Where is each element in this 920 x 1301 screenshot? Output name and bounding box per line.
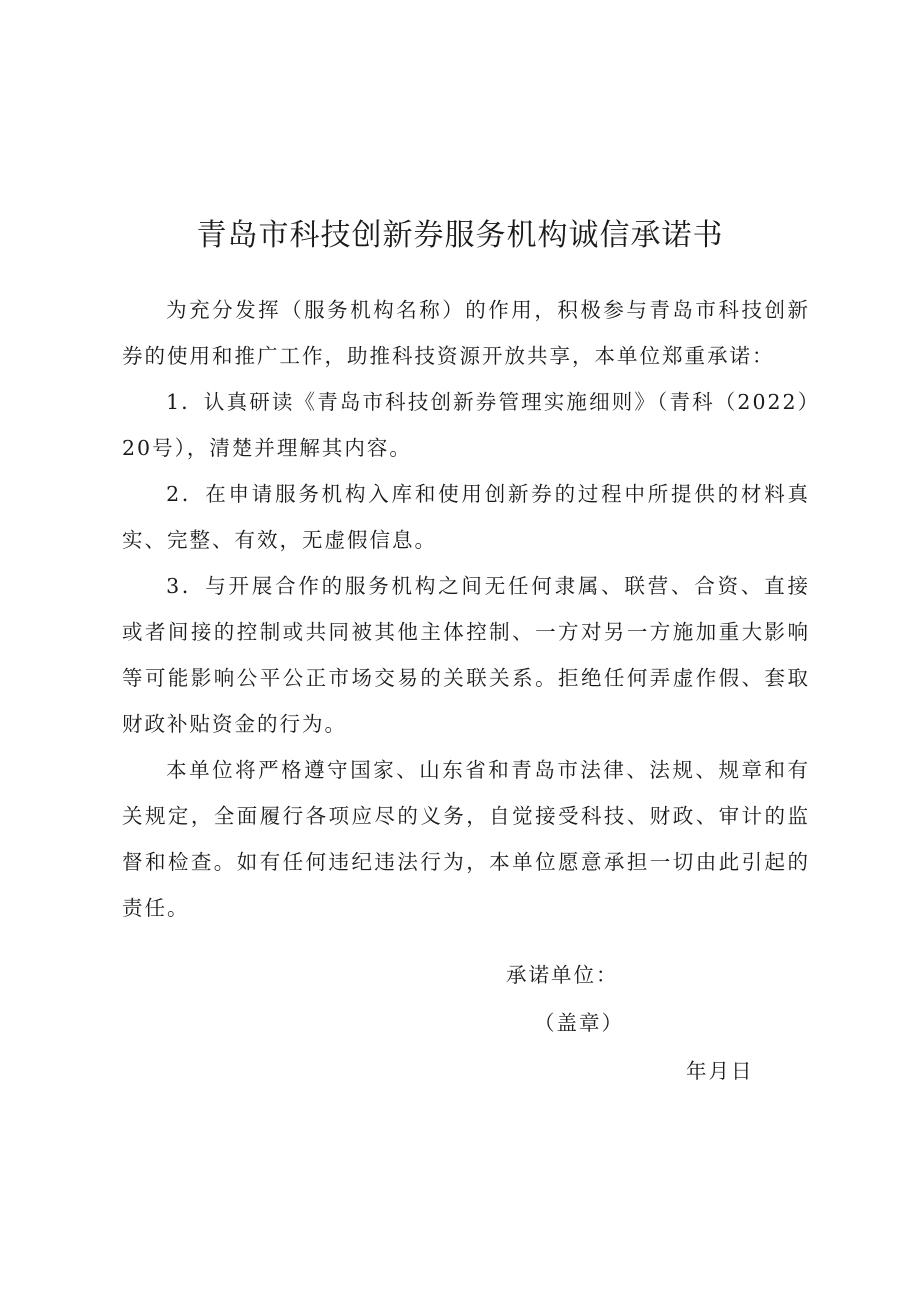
document-body [122,287,810,931]
signature-date-label: 年月日 [686,1059,754,1083]
signature-unit-label: 承诺单位： [506,963,619,987]
document-title: 青岛市科技创新券服务机构诚信承诺书 [196,218,724,253]
commitment-item-3: 3．与开展合作的服务机构之间无任何隶属、联营、合资、直接或者间接的控制或共同被其他主体控制、一方对另一方施加重大影响等可能影响公平公正市场交易的关联关系。拒绝任何弄虚作假、套取财政补贴资金的行为。 [122,574,810,736]
commitment-item-2: 2．在申请服务机构入库和使用创新券的过程中所提供的材料真实、完整、有效，无虚假信息。 [122,482,810,552]
closing-paragraph: 本单位将严格遵守国家、山东省和青岛市法律、法规、规章和有关规定，全面履行各项应尽的义务，自觉接受科技、财政、审计的监督和检查。如有任何违纪违法行为，本单位愿意承担一切由此引起的责任。 [122,758,810,920]
signature-seal-label: （盖章） [534,1011,624,1035]
intro-paragraph: 为充分发挥（服务机构名称）的作用，积极参与青岛市科技创新券的使用和推广工作，助推科技资源开放共享，本单位郑重承诺： [122,298,810,368]
commitment-item-1: 1．认真研读《青岛市科技创新券管理实施细则》（青科（2022）20号），清楚并理解其内容。 [122,390,810,460]
